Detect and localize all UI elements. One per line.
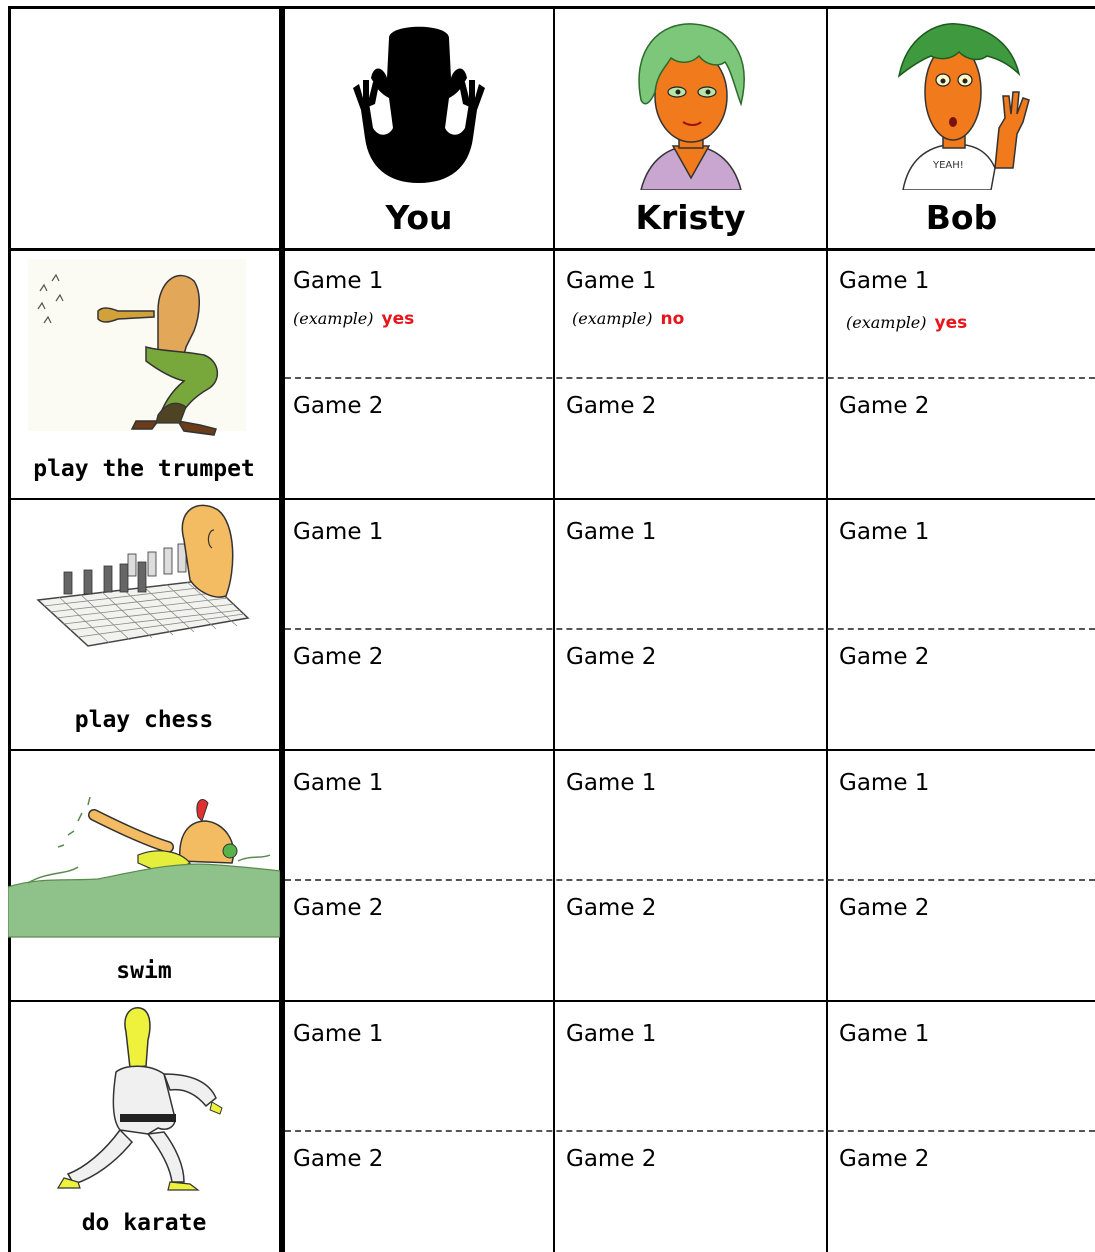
game1-kristy-swim: Game 1	[566, 770, 657, 796]
example-answer-bob: yes	[934, 313, 968, 333]
activity-label-trumpet: play the trumpet	[33, 456, 255, 482]
game1-you-karate: Game 1	[293, 1021, 384, 1047]
game2-bob-trumpet: Game 2	[839, 393, 930, 419]
game-separator-row-2	[285, 628, 1095, 630]
game2-you-swim: Game 2	[293, 895, 384, 921]
activity-cell-trumpet	[8, 251, 280, 498]
example-answer-you: yes	[381, 309, 415, 329]
bob-cartoon-icon	[887, 18, 1037, 190]
game1-kristy-trumpet: Game 1	[566, 268, 657, 294]
player-name-bob: Bob	[925, 198, 998, 237]
game1-bob-swim: Game 1	[839, 770, 930, 796]
game1-bob-trumpet: Game 1	[839, 268, 930, 294]
example-tag: (example)	[293, 309, 374, 328]
example-bob-trumpet	[846, 313, 967, 333]
game2-kristy-trumpet: Game 2	[566, 393, 657, 419]
example-you-trumpet	[293, 309, 414, 329]
game2-you-trumpet: Game 2	[293, 393, 384, 419]
game-separator-row-3	[285, 879, 1095, 881]
player-name-you: You	[385, 198, 453, 237]
game2-you-chess: Game 2	[293, 644, 384, 670]
trumpet-player-icon	[8, 251, 280, 441]
example-answer-kristy: no	[660, 309, 685, 329]
game2-kristy-swim: Game 2	[566, 895, 657, 921]
game2-bob-karate: Game 2	[839, 1146, 930, 1172]
activity-cell-swim	[8, 751, 280, 1000]
game2-kristy-chess: Game 2	[566, 644, 657, 670]
game2-bob-swim: Game 2	[839, 895, 930, 921]
activity-label-karate: do karate	[81, 1210, 207, 1236]
game1-kristy-karate: Game 1	[566, 1021, 657, 1047]
karate-icon	[8, 1002, 280, 1192]
activity-cell-karate	[8, 1002, 280, 1252]
game1-you-chess: Game 1	[293, 519, 384, 545]
game-separator-row-4	[285, 1130, 1095, 1132]
player-name-kristy: Kristy	[635, 198, 746, 237]
silhouette-icon	[349, 18, 489, 188]
swimmer-icon	[8, 751, 280, 941]
svg-text:YEAH!: YEAH!	[932, 160, 964, 171]
example-kristy-trumpet	[572, 309, 684, 329]
game1-you-swim: Game 1	[293, 770, 384, 796]
game-separator-row-1	[285, 377, 1095, 379]
header-cell-bob	[828, 8, 1095, 248]
game1-bob-chess: Game 1	[839, 519, 930, 545]
kristy-cartoon-icon	[621, 18, 761, 190]
example-tag: (example)	[572, 309, 653, 328]
game1-kristy-chess: Game 1	[566, 519, 657, 545]
game1-you-trumpet: Game 1	[293, 268, 384, 294]
activity-label-swim: swim	[116, 958, 172, 984]
activity-label-chess: play chess	[74, 707, 214, 733]
game2-kristy-karate: Game 2	[566, 1146, 657, 1172]
activity-cell-chess	[8, 500, 280, 749]
example-tag: (example)	[846, 313, 927, 332]
game2-you-karate: Game 2	[293, 1146, 384, 1172]
header-cell-you	[285, 8, 553, 248]
chess-player-icon	[8, 500, 280, 690]
header-cell-kristy	[555, 8, 826, 248]
game2-bob-chess: Game 2	[839, 644, 930, 670]
game1-bob-karate: Game 1	[839, 1021, 930, 1047]
